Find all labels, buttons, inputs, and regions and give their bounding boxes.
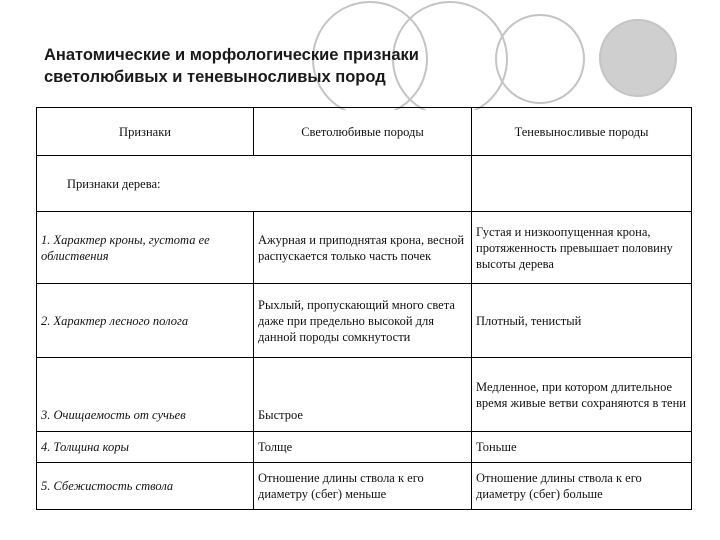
shade-cell: Плотный, тенистый	[472, 284, 692, 358]
page-title: Анатомические и морфологические признаки светолюбивых и теневыносливых пород	[44, 46, 419, 86]
shade-cell: Густая и низкоопущенная крона, протяженность превышает половину высоты дерева	[472, 212, 692, 284]
light-cell: Быстрое	[254, 358, 472, 432]
header-cell: Светолюбивые породы	[254, 108, 472, 156]
shade-cell: Тоньше	[472, 432, 692, 463]
section-label: Признаки дерева:	[37, 156, 472, 212]
light-cell: Отношение длины ствола к его диаметру (сбег) меньше	[254, 463, 472, 510]
light-cell: Ажурная и приподнятая крона, весной распускается только часть почек	[254, 212, 472, 284]
shade-cell: Отношение длины ствола к его диаметру (сбег) больше	[472, 463, 692, 510]
feature-cell: 3. Очищаемость от сучьев	[37, 358, 254, 432]
table-row	[37, 463, 692, 510]
light-cell: Толще	[254, 432, 472, 463]
feature-cell: 2. Характер лесного полога	[37, 284, 254, 358]
empty-cell	[472, 156, 692, 212]
feature-cell: 1. Характер кроны, густота ее облиствения	[37, 212, 254, 284]
shade-cell: Медленное, при котором длительное время живые ветви сохраняются в тени	[472, 358, 692, 432]
decorative-circle	[600, 20, 676, 96]
header-cell: Теневыносливые породы	[472, 108, 692, 156]
comparison-table	[36, 107, 692, 510]
table-row	[37, 432, 692, 463]
feature-cell: 4. Толщина коры	[37, 432, 254, 463]
table-row	[37, 358, 692, 432]
header-cell: Признаки	[37, 108, 254, 156]
table-row	[37, 284, 692, 358]
light-cell: Рыхлый, пропускающий много света даже при предельно высокой для данной породы сомкнутости	[254, 284, 472, 358]
table-header-row	[37, 108, 692, 156]
table-section-row	[37, 156, 692, 212]
feature-cell: 5. Сбежистость ствола	[37, 463, 254, 510]
table-row	[37, 212, 692, 284]
